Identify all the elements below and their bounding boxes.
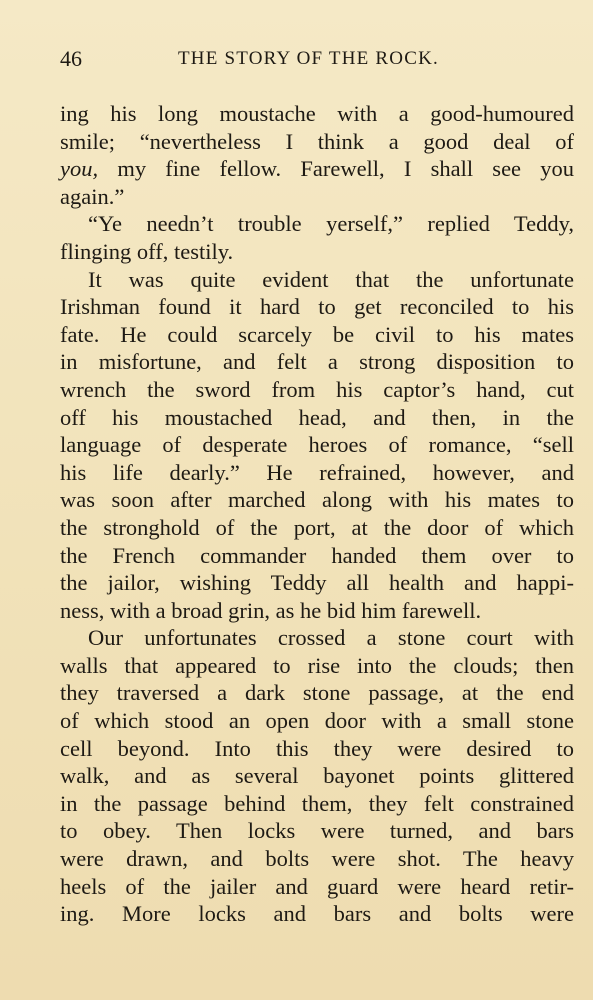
text-line: walk, and as several bayonet points glittered bbox=[60, 763, 574, 789]
text-line: they traversed a dark stone passage, at the end bbox=[60, 680, 574, 706]
text-line: ness, with a broad grin, as he bid him farewell. bbox=[60, 597, 482, 623]
text-line: again.” bbox=[60, 183, 125, 209]
text-line: fate. He could scarcely be civil to his mates bbox=[60, 321, 574, 347]
text-line: walls that appeared to rise into the clouds; then bbox=[60, 652, 574, 678]
text-line: the jailor, wishing Teddy all health and happi- bbox=[60, 570, 574, 596]
text-line: were drawn, and bolts were shot. The heavy bbox=[60, 846, 574, 872]
text-line: It was quite evident that the unfortunate bbox=[88, 266, 574, 292]
text-line: in misfortune, and felt a strong disposition to bbox=[60, 349, 574, 375]
text-line: to obey. Then locks were turned, and bars bbox=[60, 818, 574, 844]
text-line: “Ye needn’t trouble yerself,” replied Teddy, bbox=[88, 211, 574, 237]
text-line: of which stood an open door with a small stone bbox=[60, 708, 574, 734]
text-segment: my fine fellow. Farewell, I shall see you bbox=[98, 156, 574, 182]
text-line: language of desperate heroes of romance, “sell bbox=[60, 432, 574, 458]
text-line: ing. More locks and bars and bolts were bbox=[60, 901, 574, 927]
text-line: the French commander handed them over to bbox=[60, 542, 574, 568]
text-line: cell beyond. Into this they were desired to bbox=[60, 735, 574, 761]
text-line: heels of the jailer and guard were heard retir- bbox=[60, 873, 574, 899]
text-line: off his moustached head, and then, in the bbox=[60, 404, 574, 430]
text-line: the stronghold of the port, at the door of which bbox=[60, 514, 574, 540]
body-text bbox=[60, 100, 574, 928]
text-line: in the passage behind them, they felt constrained bbox=[60, 790, 574, 816]
page-header bbox=[60, 46, 568, 76]
text-line: his life dearly.” He refrained, however, and bbox=[60, 459, 574, 485]
text-line: flinging off, testily. bbox=[60, 238, 234, 264]
running-title: THE STORY OF THE ROCK. bbox=[178, 48, 439, 69]
text-line: wrench the sword from his captor’s hand, cut bbox=[60, 376, 574, 402]
text-line: ing his long moustache with a good-humoured bbox=[60, 101, 574, 126]
page-number: 46 bbox=[60, 46, 82, 71]
text-line: Irishman found it hard to get reconciled to his bbox=[60, 294, 574, 320]
text-line bbox=[60, 155, 574, 183]
text-line: was soon after marched along with his mates to bbox=[60, 487, 574, 513]
text-line: Our unfortunates crossed a stone court with bbox=[88, 625, 574, 651]
italic-word: you, bbox=[60, 156, 99, 182]
text-line: smile; “nevertheless I think a good deal of bbox=[60, 128, 574, 154]
